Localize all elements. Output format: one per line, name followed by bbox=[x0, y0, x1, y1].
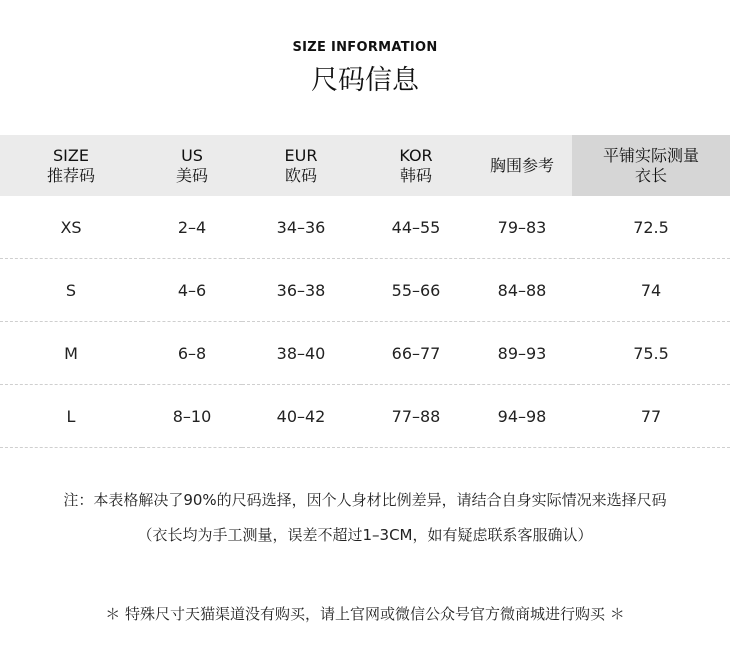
column-header-sublabel: 欧码 bbox=[284, 165, 317, 185]
table-cell: L bbox=[0, 385, 142, 448]
column-header-label: EUR bbox=[284, 145, 318, 165]
column-header-label: 胸围参考 bbox=[489, 155, 554, 175]
column-header-size bbox=[0, 135, 142, 196]
table-cell: 84–88 bbox=[472, 259, 572, 322]
column-header-label: 平铺实际测量 bbox=[602, 145, 699, 165]
table-cell: 79–83 bbox=[472, 196, 572, 259]
table-cell: 36–38 bbox=[242, 259, 360, 322]
purchase-note: ＊ 特殊尺寸天猫渠道没有购买，请上官网或微信公众号官方微商城进行购买 ＊ bbox=[105, 605, 625, 623]
column-header-sublabel: 推荐码 bbox=[46, 165, 95, 185]
column-header-sublabel: 衣长 bbox=[634, 165, 667, 185]
table-cell: 72.5 bbox=[572, 196, 730, 259]
table-cell: 75.5 bbox=[572, 322, 730, 385]
table-cell: 77 bbox=[572, 385, 730, 448]
table-cell: 40–42 bbox=[242, 385, 360, 448]
table-row bbox=[0, 322, 730, 385]
table-cell: 74 bbox=[572, 259, 730, 322]
size-table bbox=[0, 135, 730, 448]
table-cell: 38–40 bbox=[242, 322, 360, 385]
table-cell: 44–55 bbox=[360, 196, 472, 259]
table-cell: 8–10 bbox=[142, 385, 242, 448]
table-cell: 2–4 bbox=[142, 196, 242, 259]
table-row bbox=[0, 196, 730, 259]
column-header-us bbox=[142, 135, 242, 196]
table-cell: M bbox=[0, 322, 142, 385]
column-header-eur bbox=[242, 135, 360, 196]
column-header-label: US bbox=[181, 145, 203, 165]
size-information-title: SIZE INFORMATION bbox=[292, 40, 438, 55]
table-cell: 55–66 bbox=[360, 259, 472, 322]
table-cell: 89–93 bbox=[472, 322, 572, 385]
measurement-note: （衣长均为手工测量，误差不超过1–3CM，如有疑虑联系客服确认） bbox=[137, 526, 593, 544]
table-cell: 4–6 bbox=[142, 259, 242, 322]
table-cell: 94–98 bbox=[472, 385, 572, 448]
table-cell: S bbox=[0, 259, 142, 322]
table-row bbox=[0, 385, 730, 448]
column-header-kor bbox=[360, 135, 472, 196]
table-row bbox=[0, 259, 730, 322]
size-note: 注：本表格解决了90%的尺码选择，因个人身材比例差异，请结合自身实际情况来选择尺码 bbox=[63, 491, 667, 509]
column-header-length bbox=[572, 135, 730, 196]
table-cell: XS bbox=[0, 196, 142, 259]
table-cell: 34–36 bbox=[242, 196, 360, 259]
table-header-row bbox=[0, 135, 730, 196]
size-information-title-cn: 尺码信息 bbox=[311, 65, 419, 96]
column-header-sublabel: 美码 bbox=[175, 165, 208, 185]
column-header-bust bbox=[472, 135, 572, 196]
column-header-label: SIZE bbox=[53, 145, 89, 165]
column-header-label: KOR bbox=[399, 145, 433, 165]
column-header-sublabel: 韩码 bbox=[399, 165, 432, 185]
table-cell: 66–77 bbox=[360, 322, 472, 385]
table-cell: 77–88 bbox=[360, 385, 472, 448]
table-cell: 6–8 bbox=[142, 322, 242, 385]
